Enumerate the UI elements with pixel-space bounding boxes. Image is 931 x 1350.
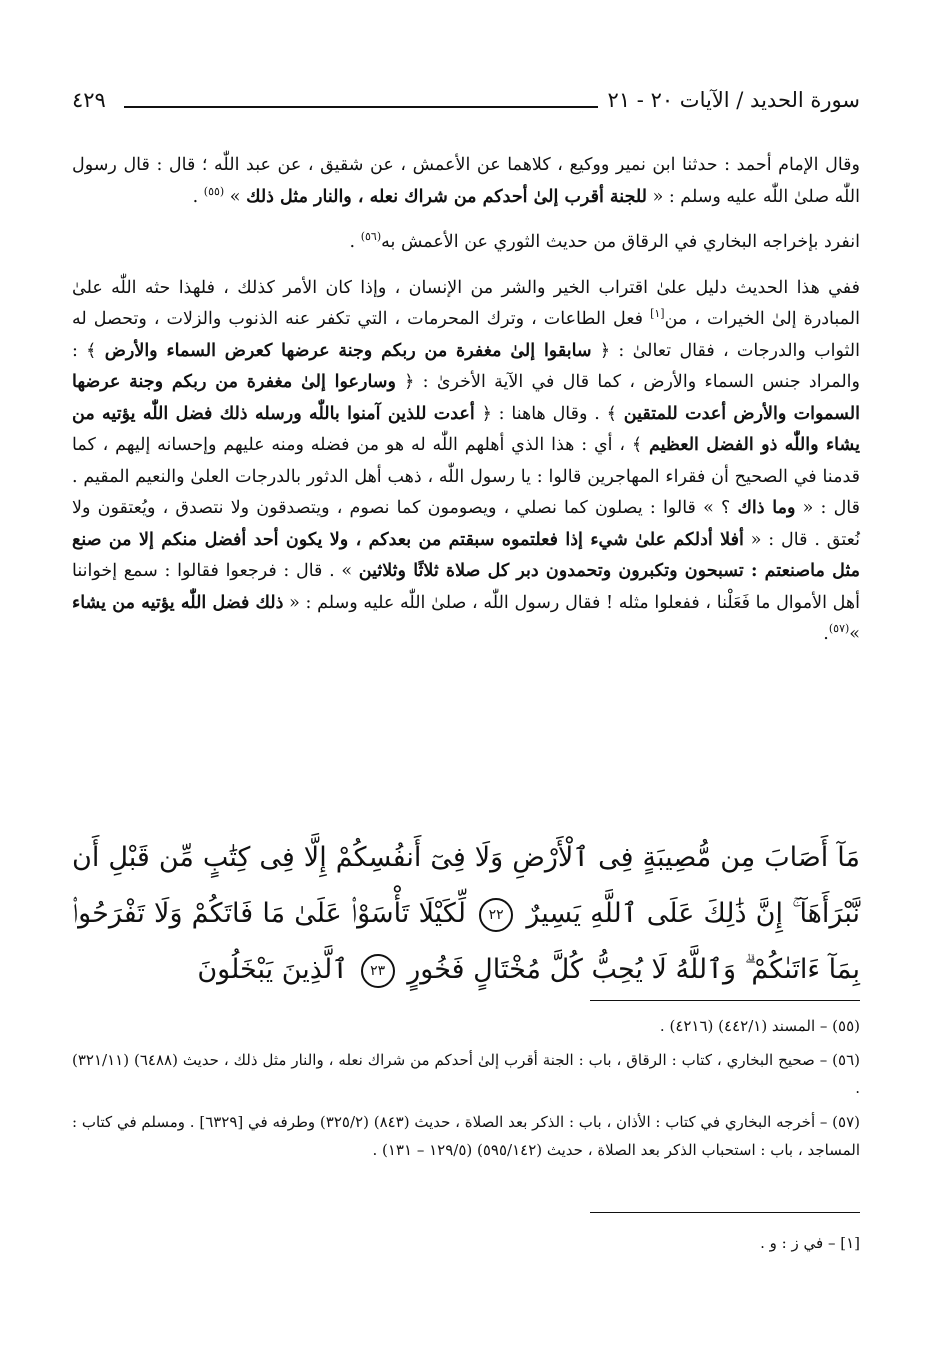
paragraph-3 [72, 273, 860, 651]
ayah-number-22: ٢٢ [479, 898, 513, 932]
main-text [72, 150, 860, 665]
paragraph-2 [72, 227, 860, 259]
footnote-56: (٥٦) – صحيح البخاري ، كتاب : الرقاق ، باب : الجنة أقرب إلىٰ أحدكم من شراك نعله ، والنار مثل ذلك ، حديث (٦٤٨٨) (٣٢١/١١) . [72, 1051, 860, 1097]
period: . [192, 186, 199, 207]
footnote-57: (٥٧) – أخرجه البخاري في كتاب : الأذان ، باب : الذكر بعد الصلاة ، حديث (٨٤٣) (٣٢٥/٢) وطرفه في [٦٣٢٩] . ومسلم في كتاب : المساجد ، باب : استحباب الذكر بعد الصلاة ، حديث (٥٩٥/١٤٢) (١٢٩/٥ – ١٣١) . [72, 1113, 861, 1159]
hadith-text: ذلك فضل اللّٰه يؤتيه من يشاء [72, 592, 284, 613]
period: . [349, 232, 356, 252]
header-rule [124, 106, 598, 108]
footnote-separator [590, 1000, 860, 1001]
narration-text: وقال الإمام أحمد : حدثنا ابن نمير ووكيع ، كلاهما عن الأعمش ، عن شقيق ، عن عبد اللّٰه ؛ قال : قال رسول اللّٰه صلىٰ اللّٰه عليه وسلم : « [72, 155, 860, 207]
footnotes [72, 1012, 860, 1170]
commentary-text: فعل الطاعات ، وترك المحرمات ، التي تكفر عنه الذنوب والزلات ، وتحصل له الثواب والدرجات ، فقال تعالىٰ : ﴿ [72, 309, 860, 361]
hadith-text: أفلا أدلكم علىٰ شيء إذا فعلتموه سبقتم من بعدكم ، ولا يكون أحد أفضل منكم إلا من صنع مثل ماصنعتم : تسبحون وتكبرون وتحمدون دبر كل صلاة ثلاثًا وثلاثين [72, 529, 860, 581]
quran-quote: أعدت للذين آمنوا باللّٰه ورسله ذلك فضل اللّٰه يؤتيه من يشاء واللّٰه ذو الفضل العظيم [72, 403, 860, 455]
verse-23: لِّكَيْلَا تَأْسَوْا۟ عَلَىٰ مَا فَاتَكُمْ وَلَا تَفْرَحُوا۟ بِمَآ ءَاتَىٰكُمْ ۗ وَٱللَّهُ لَا يُحِبُّ كُلَّ مُخْتَالٍ فَخُورٍ [72, 898, 860, 985]
page-number: ٤٢٩ [72, 88, 106, 112]
quran-quote: وسارعوا إلىٰ مغفرة من ربكم وجنة عرضها السموات والأرض أعدت للمتقين [72, 372, 860, 424]
verse-22: مَآ أَصَابَ مِن مُّصِيبَةٍ فِى ٱلْأَرْضِ وَلَا فِىٓ أَنفُسِكُمْ إِلَّا فِى كِتَٰبٍ مِّن قَبْلِ أَن نَّبْرَأَهَآ ۚ إِنَّ ذَٰلِكَ عَلَى ٱللَّهِ يَسِيرٌ [72, 842, 860, 929]
hadith-text: وما ذاك [737, 498, 796, 518]
period: . [823, 624, 829, 644]
footnote-ref-57[interactable]: (٥٧) [828, 622, 850, 636]
footnote-ref-56[interactable]: (٥٦) [360, 230, 382, 244]
commentary-text: ففي هذا الحديث دليل علىٰ اقتراب الخير والشر من الإنسان ، وإذا كان الأمر كذلك ، فلهذا حثه اللّٰه علىٰ المبادرة إلىٰ الخيرات ، من [72, 277, 860, 329]
narration-text: انفرد بإخراجه البخاري في الرقاق من حديث الثوري عن الأعمش به [381, 232, 860, 252]
commentary-text: ؟ » قالوا : يصلون كما نصلي ، ويصومون كما نصوم ، ويتصدقون ولا نتصدق ، ويُعتقون ولا نُعتق . قال : « [72, 498, 860, 550]
running-header [72, 88, 860, 120]
editor-note-separator [590, 1212, 860, 1213]
commentary-text: ﴾ . وقال هاهنا : ﴿ [481, 403, 617, 424]
quran-verses [72, 830, 860, 998]
editor-note-ref[interactable]: [١] [650, 307, 665, 321]
quran-quote: سابقوا إلىٰ مغفرة من ربكم وجنة عرضها كعرض السماء والأرض [104, 340, 592, 361]
commentary-text: ﴾ : والمراد جنس السماء والأرض ، كما قال في الآية الأخرىٰ : ﴿ [72, 340, 860, 392]
chapter-title: سورة الحديد / الآيات ٢٠ - ٢١ [607, 88, 860, 112]
ayah-number-23: ٢٣ [361, 954, 395, 988]
commentary-text: » . قال : فرجعوا فقالوا : سمع إخواننا أهل الأموال ما فَعَلْنا ، ففعلوا مثله ! فقال رسول اللّٰه ، صلىٰ اللّٰه عليه وسلم : « [72, 561, 860, 613]
commentary-text: ﴾ ، أي : هذا الذي أهلهم اللّٰه له هو من فضله ومنه عليهم وإحسانه إليهم ، كما قدمنا في الصحيح أن فقراء المهاجرين قالوا : يا رسول اللّٰه ، ذهب أهل الدثور بالدرجات العلىٰ والنعيم المقيم . قال : « [72, 435, 860, 518]
hadith-text: للجنة أقرب إلىٰ أحدكم من شراك نعله ، والنار مثل ذلك [246, 186, 647, 207]
footnote-55: (٥٥) – المسند (٤٤٢/١) (٤٢١٦) . [659, 1017, 860, 1035]
paragraph-1 [72, 150, 860, 213]
footnote-ref-55[interactable]: (٥٥) [203, 184, 225, 198]
quote-close: » [229, 186, 241, 207]
quote-close: » [849, 624, 860, 644]
verse-24-start: ٱلَّذِينَ يَبْخَلُونَ [197, 954, 349, 985]
editor-note: [١] – في ز : و . [760, 1234, 860, 1252]
